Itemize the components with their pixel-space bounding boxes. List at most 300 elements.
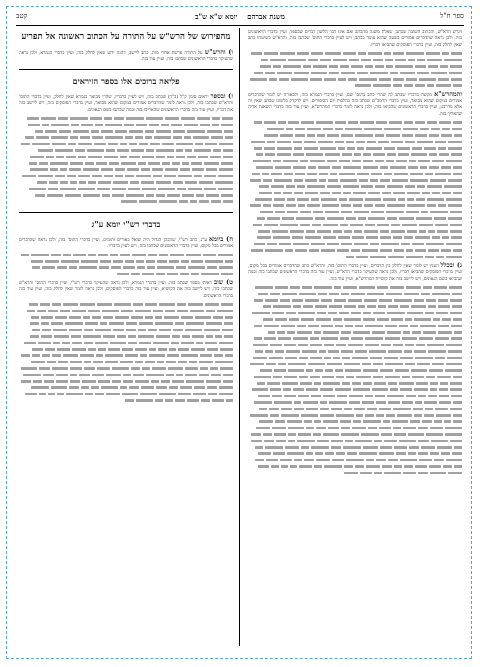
word-mark xyxy=(280,224,298,227)
word-mark xyxy=(384,147,395,150)
word-mark xyxy=(328,350,339,353)
word-mark xyxy=(355,325,363,328)
word-mark xyxy=(303,401,318,404)
word-mark xyxy=(396,160,407,163)
word-mark xyxy=(282,293,297,296)
word-mark xyxy=(393,84,402,87)
word-mark xyxy=(358,217,366,220)
word-mark xyxy=(415,249,426,252)
right-segment-2-lead: ג) ובכלל xyxy=(440,260,462,269)
word-mark xyxy=(339,198,347,201)
word-mark xyxy=(139,200,157,203)
word-mark xyxy=(184,136,191,139)
word-mark xyxy=(408,452,416,455)
word-mark xyxy=(348,299,362,302)
word-mark xyxy=(185,329,202,332)
word-mark xyxy=(402,224,417,227)
word-mark xyxy=(310,344,322,347)
word-mark xyxy=(281,465,288,468)
word-mark xyxy=(253,224,262,227)
word-mark xyxy=(156,194,165,197)
word-mark xyxy=(394,446,407,449)
word-mark xyxy=(321,325,333,328)
word-mark xyxy=(255,286,273,289)
word-mark xyxy=(128,188,140,191)
word-mark xyxy=(70,162,83,165)
word-mark xyxy=(205,303,219,306)
word-mark xyxy=(167,354,179,357)
word-mark xyxy=(181,342,194,345)
word-mark xyxy=(42,124,49,127)
word-mark xyxy=(198,156,208,159)
word-mark xyxy=(425,173,433,176)
word-mark xyxy=(185,181,197,184)
word-mark xyxy=(297,52,309,55)
word-mark xyxy=(199,361,213,364)
word-mark xyxy=(266,363,276,366)
word-mark xyxy=(391,224,400,227)
word-mark xyxy=(100,322,107,325)
word-mark xyxy=(411,153,427,156)
word-mark xyxy=(393,52,404,55)
word-mark xyxy=(360,472,372,475)
word-mark xyxy=(331,408,342,411)
word-mark xyxy=(427,344,444,347)
word-mark xyxy=(380,369,393,372)
word-mark xyxy=(103,335,115,338)
word-mark xyxy=(286,185,295,188)
word-mark xyxy=(185,149,192,152)
word-mark xyxy=(292,299,303,302)
word-mark xyxy=(404,465,413,468)
word-mark xyxy=(69,316,81,319)
word-mark xyxy=(341,72,355,75)
word-mark xyxy=(348,78,357,81)
word-mark xyxy=(185,374,197,377)
word-mark xyxy=(388,256,404,259)
word-mark xyxy=(146,149,154,152)
word-mark xyxy=(303,305,313,308)
word-mark xyxy=(153,175,162,178)
word-mark xyxy=(434,217,446,220)
word-mark xyxy=(63,303,78,306)
word-mark xyxy=(70,117,88,120)
word-mark xyxy=(362,363,371,366)
word-mark xyxy=(42,329,51,332)
word-mark xyxy=(434,286,447,289)
word-mark xyxy=(379,299,392,302)
word-mark xyxy=(60,168,67,171)
word-mark xyxy=(311,52,323,55)
word-mark xyxy=(375,160,384,163)
word-mark xyxy=(407,192,420,195)
word-mark xyxy=(29,303,38,306)
word-mark xyxy=(357,173,369,176)
word-mark xyxy=(52,303,61,306)
word-mark xyxy=(324,344,334,347)
word-mark xyxy=(161,124,169,127)
word-mark xyxy=(255,459,264,462)
word-mark xyxy=(419,78,436,81)
word-mark xyxy=(156,273,165,276)
word-mark xyxy=(428,350,446,353)
word-mark xyxy=(264,224,278,227)
word-mark xyxy=(406,52,424,55)
word-mark xyxy=(323,420,338,423)
word-mark xyxy=(92,316,101,319)
word-mark xyxy=(79,181,86,184)
word-mark xyxy=(267,243,277,246)
word-mark xyxy=(57,393,64,396)
word-mark xyxy=(434,459,444,462)
word-mark xyxy=(27,310,35,313)
word-mark xyxy=(449,286,462,289)
word-mark xyxy=(453,376,462,379)
word-mark xyxy=(286,204,296,207)
word-mark xyxy=(263,179,272,182)
word-mark xyxy=(41,335,52,338)
text-line xyxy=(248,471,462,477)
word-mark xyxy=(84,367,95,370)
word-mark xyxy=(157,260,167,263)
word-mark xyxy=(346,459,364,462)
word-mark xyxy=(353,204,362,207)
word-mark xyxy=(297,185,305,188)
word-mark xyxy=(315,217,325,220)
word-mark xyxy=(255,446,263,449)
word-mark xyxy=(269,78,277,81)
word-mark xyxy=(50,168,58,171)
word-mark xyxy=(450,211,462,214)
word-mark xyxy=(58,117,68,120)
word-mark xyxy=(370,256,386,259)
word-mark xyxy=(284,395,296,398)
word-mark xyxy=(272,230,288,233)
word-mark xyxy=(196,342,203,345)
word-mark xyxy=(106,374,121,377)
word-mark xyxy=(192,335,204,338)
word-mark xyxy=(205,143,217,146)
word-mark xyxy=(435,173,451,176)
word-mark xyxy=(292,236,303,239)
word-mark xyxy=(453,121,462,124)
word-mark xyxy=(32,143,50,146)
word-mark xyxy=(47,194,63,197)
word-mark xyxy=(365,224,375,227)
word-mark xyxy=(412,376,424,379)
word-mark xyxy=(279,78,289,81)
word-mark xyxy=(397,414,412,417)
word-mark xyxy=(438,325,449,328)
word-mark xyxy=(450,65,462,68)
word-mark xyxy=(411,369,427,372)
word-mark xyxy=(185,367,198,370)
word-mark xyxy=(99,266,109,269)
word-mark xyxy=(310,376,320,379)
word-mark xyxy=(421,446,435,449)
word-mark xyxy=(45,348,55,351)
word-mark xyxy=(84,342,93,345)
word-mark xyxy=(439,121,451,124)
word-mark xyxy=(298,204,305,207)
word-mark xyxy=(387,312,405,315)
word-mark xyxy=(451,78,462,81)
word-mark xyxy=(213,149,221,152)
word-mark xyxy=(41,322,49,325)
word-mark xyxy=(407,312,423,315)
word-mark xyxy=(112,188,126,191)
word-mark xyxy=(431,128,440,131)
word-mark xyxy=(69,266,77,269)
word-mark xyxy=(281,408,292,411)
word-mark xyxy=(55,149,73,152)
word-mark xyxy=(282,382,298,385)
word-mark xyxy=(332,192,341,195)
word-mark xyxy=(335,369,343,372)
word-mark xyxy=(267,141,275,144)
word-mark xyxy=(259,192,272,195)
word-mark xyxy=(371,211,384,214)
word-mark xyxy=(416,344,425,347)
word-mark xyxy=(307,134,315,137)
word-mark xyxy=(435,357,445,360)
word-mark xyxy=(84,329,93,332)
word-mark xyxy=(384,173,392,176)
word-mark xyxy=(361,59,371,62)
left-section-3-text-2: ראיתי בספר שכתב בזה, ועיין בדברי הגמרא, ולכן נראה שהעיקר כדברי רש"י, ועיין בדברי התוס' והרא"ש שכתבו בזה, ויש ליישב בזה את הקושיא, ועיין עוד בזה בדברי הפוסקים, ולכן נראה לומר שאין לחלק בזה, ועיין עוד בזה בדברי הראשונים. xyxy=(19,280,233,299)
word-mark xyxy=(345,128,362,131)
word-mark xyxy=(96,162,107,165)
word-mark xyxy=(60,310,70,313)
word-mark xyxy=(218,188,233,191)
word-mark xyxy=(320,147,336,150)
word-mark xyxy=(21,367,37,370)
word-mark xyxy=(405,363,415,366)
word-mark xyxy=(59,130,71,133)
word-mark xyxy=(363,166,378,169)
word-mark xyxy=(386,134,400,137)
word-mark xyxy=(251,440,262,443)
word-mark xyxy=(372,388,388,391)
word-mark xyxy=(55,316,67,319)
word-mark xyxy=(346,217,356,220)
word-mark xyxy=(450,224,462,227)
word-mark xyxy=(325,211,339,214)
word-mark xyxy=(421,293,430,296)
word-mark xyxy=(373,363,383,366)
word-mark xyxy=(336,414,354,417)
word-mark xyxy=(325,153,340,156)
word-mark xyxy=(343,286,357,289)
word-mark xyxy=(221,124,233,127)
word-mark xyxy=(441,166,451,169)
word-mark xyxy=(436,312,448,315)
word-mark xyxy=(45,130,57,133)
word-mark xyxy=(323,433,339,436)
word-mark xyxy=(273,65,281,68)
word-mark xyxy=(387,185,403,188)
word-mark xyxy=(63,354,78,357)
word-mark xyxy=(212,399,224,402)
word-mark xyxy=(30,168,48,171)
word-mark xyxy=(31,386,49,389)
word-mark xyxy=(417,141,433,144)
word-mark xyxy=(369,350,386,353)
word-mark xyxy=(336,344,346,347)
word-mark xyxy=(131,273,140,276)
word-mark xyxy=(383,420,390,423)
word-mark xyxy=(258,230,270,233)
word-mark xyxy=(60,188,76,191)
word-mark xyxy=(415,121,425,124)
word-mark xyxy=(123,374,131,377)
word-mark xyxy=(451,52,462,55)
word-mark xyxy=(387,395,404,398)
left-filler-2 xyxy=(19,117,233,206)
word-mark xyxy=(377,286,388,289)
word-mark xyxy=(265,350,273,353)
word-mark xyxy=(387,217,397,220)
word-mark xyxy=(273,236,290,239)
word-mark xyxy=(265,446,283,449)
word-mark xyxy=(348,121,358,124)
word-mark xyxy=(287,420,302,423)
word-mark xyxy=(358,305,365,308)
word-mark xyxy=(184,124,198,127)
word-mark xyxy=(410,420,420,423)
left-filler-3 xyxy=(19,253,233,279)
word-mark xyxy=(275,166,291,169)
word-mark xyxy=(303,65,311,68)
word-mark xyxy=(319,173,328,176)
word-mark xyxy=(115,316,129,319)
word-mark xyxy=(336,452,345,455)
word-mark xyxy=(351,312,361,315)
word-mark xyxy=(274,198,285,201)
word-mark xyxy=(284,344,296,347)
word-mark xyxy=(274,401,292,404)
word-mark xyxy=(188,266,205,269)
word-mark xyxy=(404,84,413,87)
word-mark xyxy=(340,420,351,423)
word-mark xyxy=(172,335,180,338)
word-mark xyxy=(51,386,67,389)
word-mark xyxy=(278,363,286,366)
word-mark xyxy=(367,141,376,144)
word-mark xyxy=(265,72,275,75)
word-mark xyxy=(450,408,462,411)
word-mark xyxy=(46,156,54,159)
word-mark xyxy=(264,134,278,137)
word-mark xyxy=(92,374,104,377)
word-mark xyxy=(294,401,301,404)
word-mark xyxy=(295,128,305,131)
word-mark xyxy=(252,388,268,391)
word-mark xyxy=(181,316,193,319)
word-mark xyxy=(320,59,331,62)
word-mark xyxy=(386,65,393,68)
word-mark xyxy=(375,65,384,68)
word-mark xyxy=(85,393,93,396)
word-mark xyxy=(325,369,333,372)
word-mark xyxy=(250,204,261,207)
word-mark xyxy=(314,382,321,385)
word-mark xyxy=(406,395,416,398)
word-mark xyxy=(316,427,326,430)
word-mark xyxy=(416,382,428,385)
word-mark xyxy=(264,337,276,340)
word-mark xyxy=(333,318,342,321)
word-mark xyxy=(320,401,327,404)
word-mark xyxy=(131,367,140,370)
word-mark xyxy=(333,230,342,233)
word-mark xyxy=(169,348,176,351)
word-mark xyxy=(306,452,313,455)
word-mark xyxy=(387,153,396,156)
word-mark xyxy=(329,401,347,404)
word-mark xyxy=(429,369,443,372)
word-mark xyxy=(313,65,327,68)
word-mark xyxy=(314,465,322,468)
word-mark xyxy=(186,322,204,325)
text-line xyxy=(248,255,462,261)
word-mark xyxy=(373,153,385,156)
word-mark xyxy=(219,143,233,146)
word-mark xyxy=(381,344,391,347)
word-mark xyxy=(301,121,314,124)
word-mark xyxy=(436,256,444,259)
word-mark xyxy=(343,192,351,195)
word-mark xyxy=(159,303,175,306)
word-mark xyxy=(415,236,430,239)
word-mark xyxy=(121,200,137,203)
word-mark xyxy=(219,342,233,345)
word-mark xyxy=(304,141,316,144)
word-mark xyxy=(314,331,321,334)
word-mark xyxy=(124,124,134,127)
word-mark xyxy=(324,78,336,81)
word-mark xyxy=(275,318,287,321)
word-mark xyxy=(435,337,449,340)
word-mark xyxy=(341,427,350,430)
word-mark xyxy=(363,160,373,163)
word-mark xyxy=(277,141,291,144)
word-mark xyxy=(411,305,426,308)
word-mark xyxy=(113,260,123,263)
word-mark xyxy=(270,293,280,296)
word-mark xyxy=(333,59,347,62)
word-mark xyxy=(284,173,293,176)
word-mark xyxy=(136,124,147,127)
word-mark xyxy=(343,446,361,449)
word-mark xyxy=(313,433,321,436)
word-mark xyxy=(334,299,346,302)
word-mark xyxy=(352,382,361,385)
word-mark xyxy=(373,84,391,87)
word-mark xyxy=(121,162,136,165)
word-mark xyxy=(287,198,295,201)
word-mark xyxy=(204,329,220,332)
word-mark xyxy=(102,194,110,197)
word-mark xyxy=(182,162,189,165)
word-mark xyxy=(426,433,443,436)
word-mark xyxy=(352,160,361,163)
word-mark xyxy=(342,382,350,385)
word-mark xyxy=(344,408,352,411)
word-mark xyxy=(331,446,341,449)
word-mark xyxy=(260,369,272,372)
word-mark xyxy=(454,465,462,468)
